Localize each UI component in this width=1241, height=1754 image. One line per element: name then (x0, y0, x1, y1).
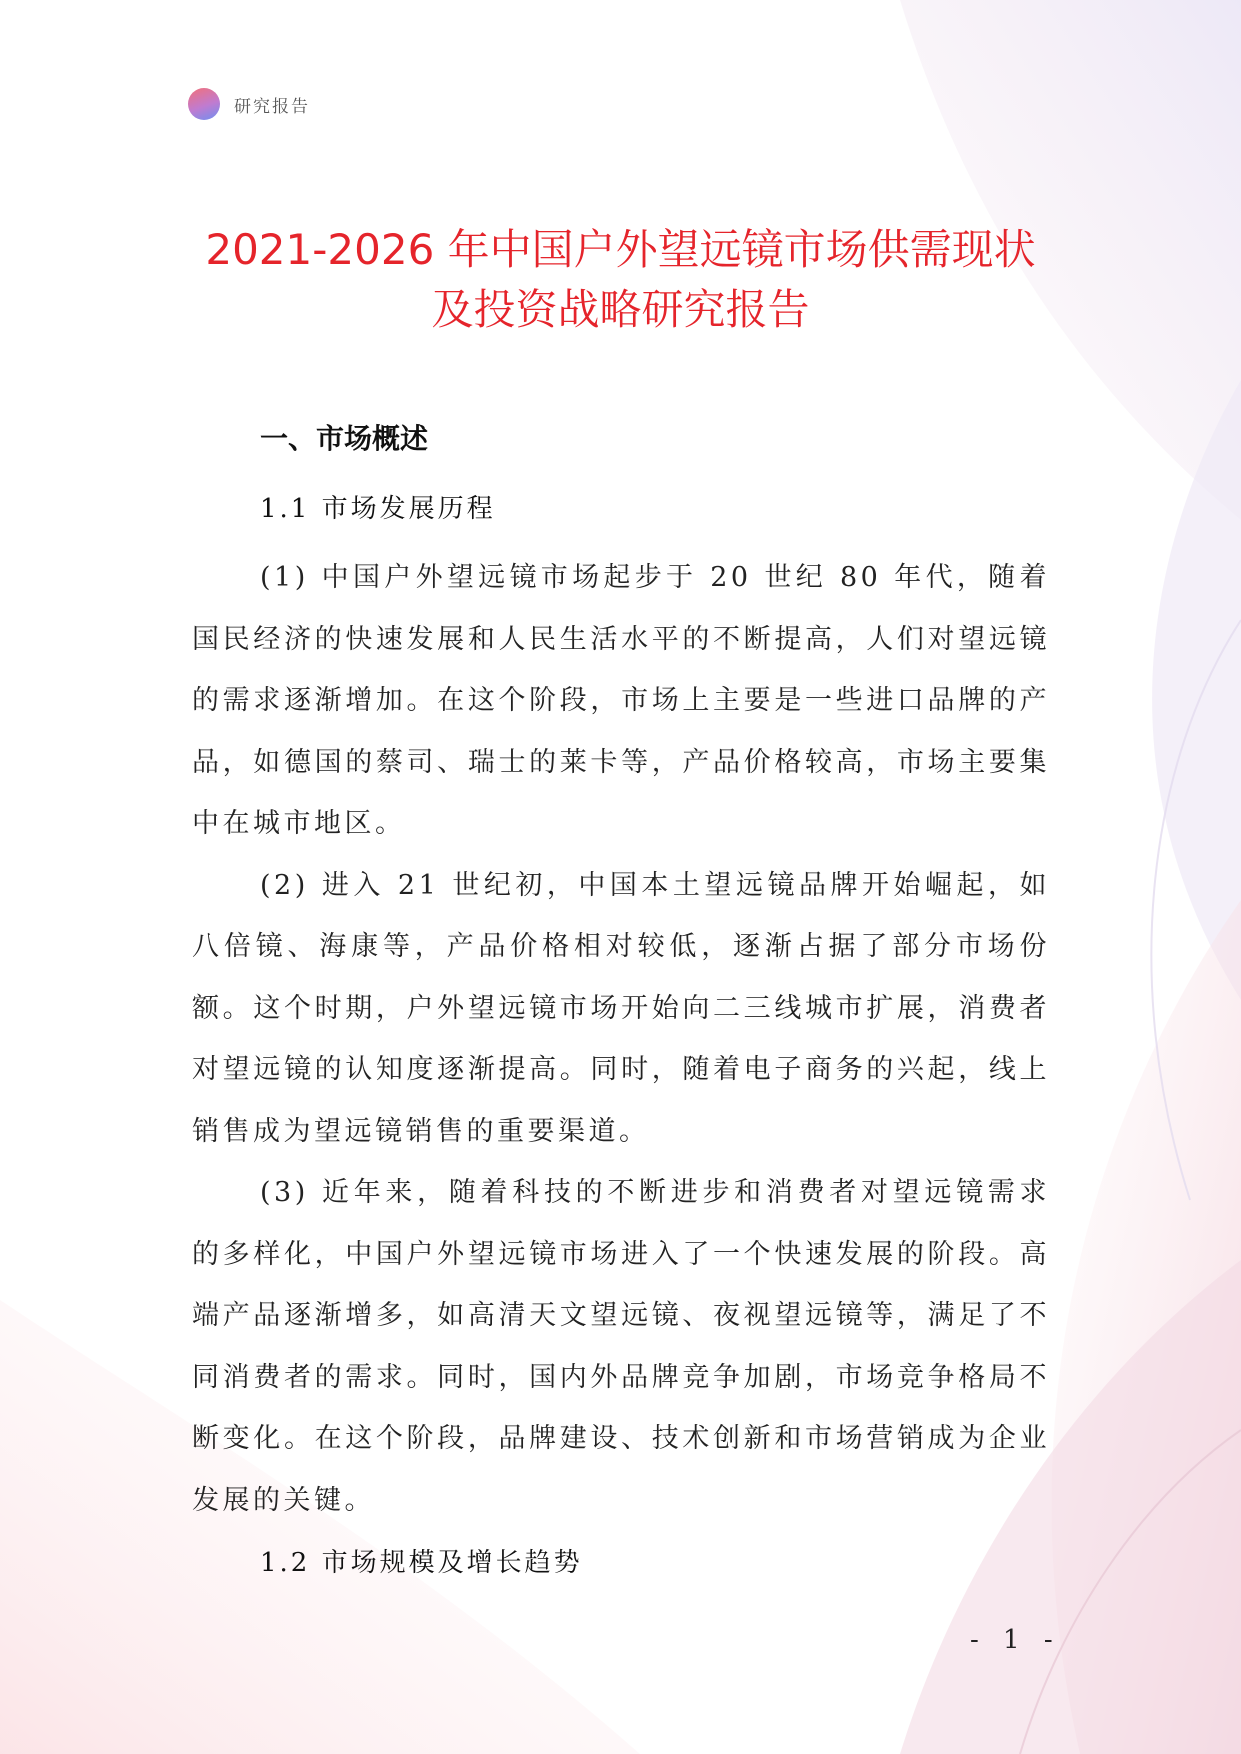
paragraph-1: (1) 中国户外望远镜市场起步于 20 世纪 80 年代，随着国民经济的快速发展和人民生活水平的不断提高，人们对望远镜的需求逐渐增加。在这个阶段，市场上主要是一些进口品牌的产品，如德国的蔡司、瑞士的莱卡等，产品价格较高，市场主要集中在城市地区。 (192, 562, 1050, 839)
document-body (192, 415, 1050, 1601)
title-line-2: 及投资战略研究报告 (431, 285, 810, 334)
subsection-heading-1-2: 1.2 市场规模及增长趋势 (260, 1548, 583, 1578)
title-line-1: 2021-2026 年中国户外望远镜市场供需现状 (205, 225, 1036, 274)
section-heading: 一、市场概述 (260, 422, 429, 455)
header-label: 研究报告 (234, 96, 310, 117)
paragraph-3: (3) 近年来，随着科技的不断进步和消费者对望远镜需求的多样化，中国户外望远镜市场进入了一个快速发展的阶段。高端产品逐渐增多，如高清天文望远镜、夜视望远镜等，满足了不同消费者的需求。同时，国内外品牌竞争加剧，市场竞争格局不断变化。在这个阶段，品牌建设、技术创新和市场营销成为企业发展的关键。 (192, 1177, 1050, 1516)
report-header (188, 88, 310, 120)
report-title (150, 220, 1091, 340)
page-number: - 1 - (970, 1625, 1061, 1655)
subsection-heading-1-1: 1.1 市场发展历程 (260, 494, 496, 524)
paragraph-2: (2) 进入 21 世纪初，中国本土望远镜品牌开始崛起，如八倍镜、海康等，产品价格相对较低，逐渐占据了部分市场份额。这个时期，户外望远镜市场开始向二三线城市扩展，消费者对望远镜的认知度逐渐提高。同时，随着电子商务的兴起，线上销售成为望远镜销售的重要渠道。 (192, 869, 1050, 1147)
logo-circle-icon (188, 88, 220, 120)
